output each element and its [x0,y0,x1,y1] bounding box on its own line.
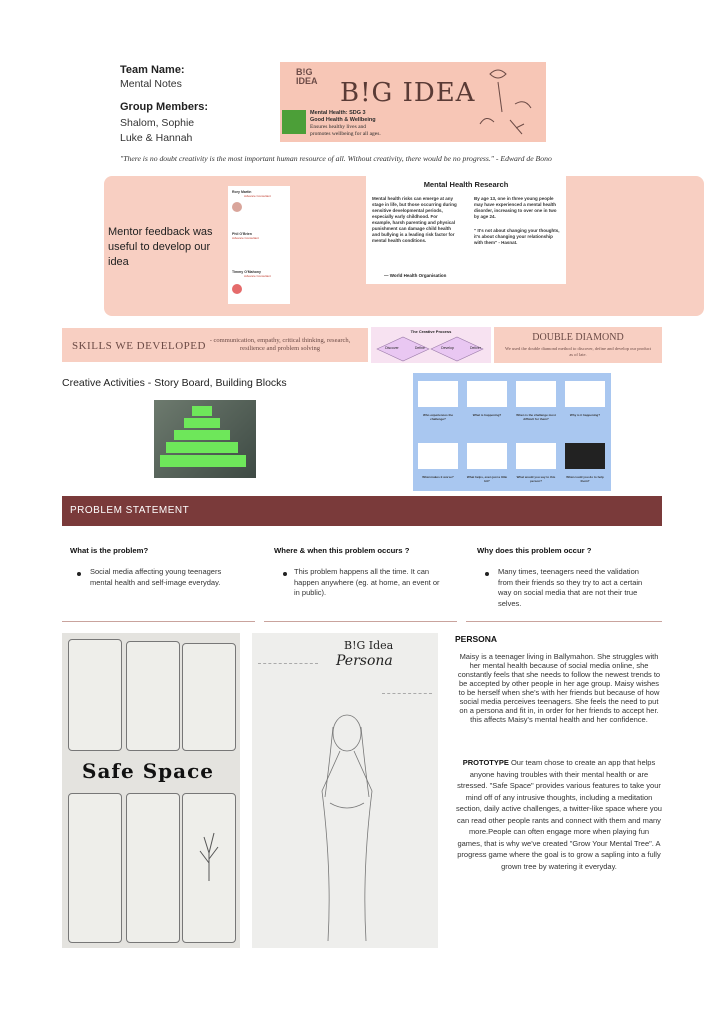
step-label: Develop [441,346,454,350]
mentor-role: Advance Consultant [232,236,259,240]
group-member-line: Shalom, Sophie [120,117,195,129]
sdg-line: promotes wellbeing for all ages. [310,131,381,137]
big-idea-banner [280,62,546,142]
storyboard-caption: What makes it worse? [422,475,454,479]
mentor-role: Advance Consultant [244,194,271,198]
mentor-role: Advance Consultant [244,274,271,278]
creative-process-title: The Creative Process [410,329,452,334]
research-title: Mental Health Research [423,180,509,189]
problem-statement-bar [62,496,662,526]
storyboard-frame [467,443,507,469]
bullet-icon [485,572,489,576]
bullet-icon [283,572,287,576]
prototype-text: Our team chose to create an app that helps anyone having troubles with their mental health or are stressed. "Safe Space" provides various features to take your mind off of any intrusive thoughts, including a meditation section, daily active challenges, a twitter-like space where you can read other people rants and connect with them and many more.People can often engage more when playing fun games, that is why we've created "Grow Your Mental Tree". A progress game where the goal is to grow a sapling into a fully grown tree by watering it everyday. [456,758,662,871]
storyboard-frame [467,381,507,407]
answer-text: Many times, teenagers need the validation from their friends so they try to act a certain way on social media that are not their true selves. [498,567,643,608]
sketch-title: B!G Idea [344,639,394,652]
answer-text: This problem happens all the time. It can happen anywhere (eg. at home, an event or in public). [294,567,440,597]
bullet-icon [77,572,81,576]
phone-sketch [126,793,180,943]
storyboard-frame [565,443,605,469]
flower-icon [470,64,540,140]
research-stat: By age 13, one in three young people may have experienced a mental health disorder, increasing to over one in two by age 24. [474,196,557,219]
storyboard-frame [516,443,556,469]
mentor-name: Timmy O'Mahony [232,270,261,274]
creative-steps [377,346,489,350]
persona-heading: PERSONA [455,634,498,644]
double-diamond-text: We used the double diamond method to discover, define and develop our product as of late. [504,346,652,357]
storyboard-caption: When is the challenge most difficult for them? [516,413,556,421]
step-label: Discover [385,346,399,350]
storyboard-caption: What would you say to this person? [516,475,556,483]
divider [264,621,457,622]
step-label: Define [414,346,425,350]
mentor-card [232,190,288,198]
avatar [232,284,242,294]
storyboard-frame [418,443,458,469]
research-column-2 [474,196,560,246]
storyboard [413,373,611,491]
storyboard-caption: Who experiences the challenge? [422,413,453,421]
question-heading: Why does this problem occur ? [477,546,592,555]
sdg-text [310,110,440,138]
research-quote: " It's not about changing your thoughts, it's about changing your relationship with them" - Hasnat. [474,228,560,245]
mini-logo-line: IDEA [296,76,318,86]
app-sketch-photo [62,633,240,948]
problem-statement-title: PROBLEM STATEMENT [70,505,190,516]
storyboard-frame [418,381,458,407]
safe-space-title: Safe Space [82,759,214,783]
persona-text: Maisy is a teenager living in Ballymahon. She struggles with her mental health because of social media online, she constantly feels that she needs to follow the newest trends to be accepted by other people in her age group. Maisy wishes to be herself when she's with her friends but because of how social media perceives teenagers. She feels the need to put on a persona and fit in, in order for her friends to accept her. this affects Maisy's mental health and her confidence. [457,652,661,724]
step-label: Deliver [470,346,481,350]
team-name-value: Mental Notes [120,78,182,90]
sdg-icon [282,110,306,134]
girl-drawing [302,693,392,943]
research-card [366,176,566,284]
group-members-label: Group Members: [120,101,209,113]
divider [62,621,255,622]
persona-sketch-photo [252,633,438,948]
research-column-1: Mental health risks can emerge at any stage in life, but those occurring during sensitive developmental periods, especially early childhood. For example, harsh parenting and physical punishment can damage child health and bullying is a leading risk factor for mental health conditions. [372,196,457,243]
mentor-feedback-text: Mentor feedback was useful to develop our idea [108,226,213,268]
storyboard-frame [516,381,556,407]
question-heading: Where & when this problem occurs ? [274,546,410,555]
storyboard-caption: Why is it happening? [569,413,601,417]
phone-sketch [182,643,236,751]
creativity-quote: "There is no doubt creativity is the most important human resource of all. Without creativity, there would be no progress." - Edward de Bono [120,154,552,163]
mini-logo [296,68,318,86]
phone-sketch [126,641,180,751]
double-diamond-box [494,327,662,363]
sdg-line: Ensures healthy lives and [310,124,367,130]
mentor-card [232,232,288,240]
storyboard-caption: What could you do to help them? [566,475,604,483]
skills-list: - communication, empathy, critical thinking, research, resilience and problem solving [209,337,351,352]
sdg-line: Mental Health: SDG 3 [310,110,366,116]
answer-text: Social media affecting young teenagers mental health and self-image everyday. [90,567,222,587]
building-blocks-photo [154,400,256,478]
team-name-label: Team Name: [120,64,185,76]
creative-activities-label: Creative Activities - Story Board, Building Blocks [62,377,287,389]
notes-lines [382,693,432,764]
tree-icon [192,823,226,883]
notes-lines [258,663,318,724]
mentor-cards [228,186,290,304]
mentor-card [232,270,288,278]
storyboard-caption: What helps, even just a little bit? [466,475,508,483]
divider [466,621,662,622]
group-member-line: Luke & Hannah [120,132,193,144]
sketch-persona-word: Persona [336,653,393,669]
skills-box [62,328,368,362]
research-source: — World Health Organisation [384,273,447,278]
phone-sketch [68,639,122,751]
mentor-name: Phil O'Brien [232,232,252,236]
skills-title: SKILLS WE DEVELOPED [72,340,206,352]
prototype-block [456,757,662,872]
mini-logo-line: B!G [296,67,313,77]
sdg-line: Good Health & Wellbeing [310,117,376,123]
storyboard-frame [565,381,605,407]
avatar [232,202,242,212]
mentor-name: Rory Martin [232,190,252,194]
prototype-heading: PROTOTYPE [462,758,509,767]
question-heading: What is the problem? [70,546,149,555]
creative-process-diagram [371,327,491,363]
double-diamond-title: DOUBLE DIAMOND [532,332,624,343]
storyboard-caption: What is happening? [472,413,502,417]
phone-sketch [68,793,122,943]
banner-title: B!G IDEA [340,78,476,108]
